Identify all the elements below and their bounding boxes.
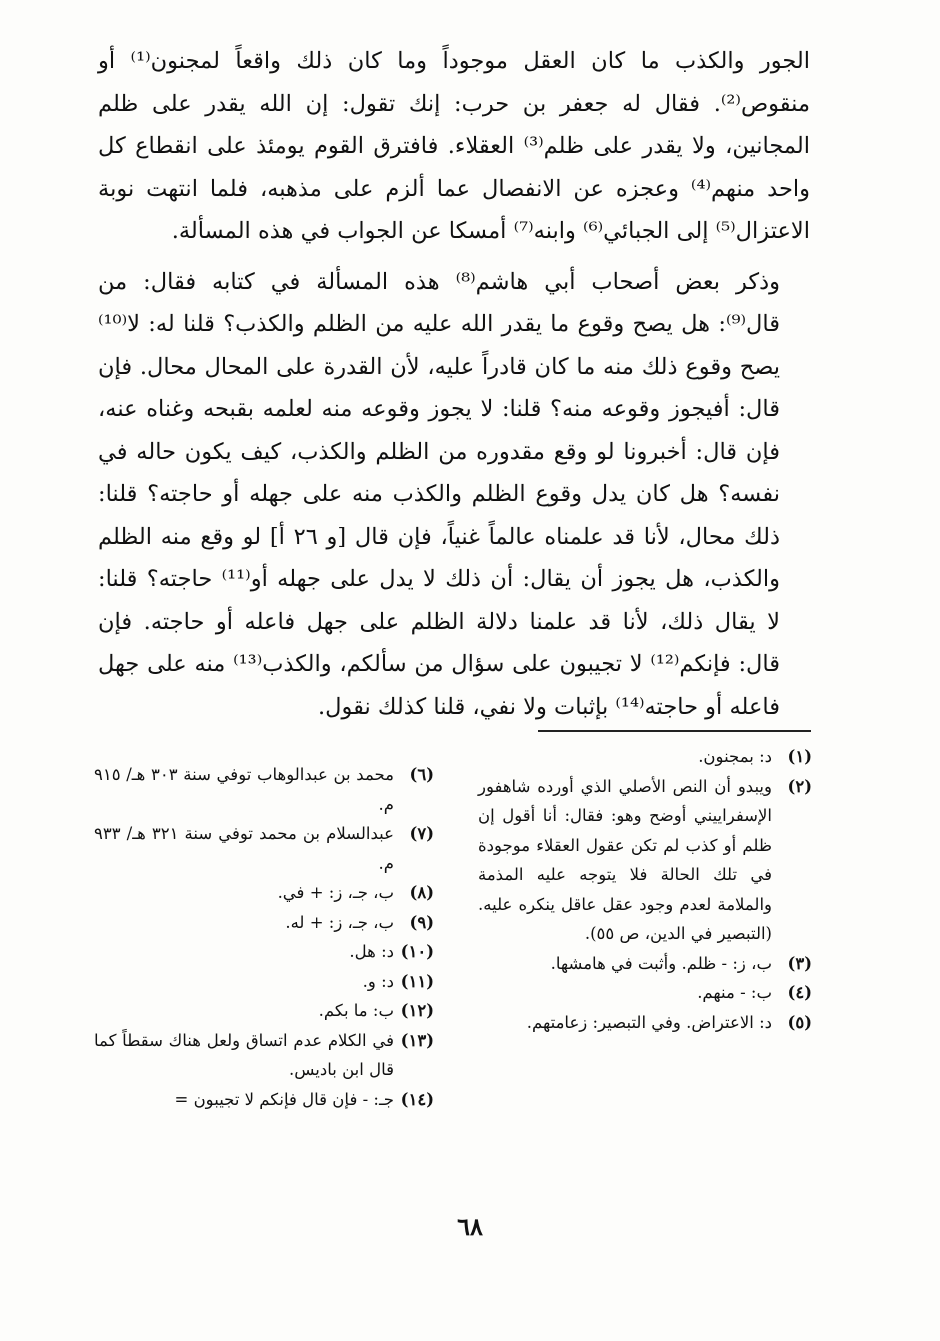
footnote-text: د: الاعتراض. وفي التبصير: زعامتهم. <box>526 1012 772 1032</box>
footnote-text: ب: - منهم. <box>697 983 772 1002</box>
text-line: والكذب، هل يجوز أن يقال: أن ذلك لا يدل على جهله أو⁽¹¹⁾ حاجته؟ قلنا: <box>98 566 780 592</box>
footnote-number: (١) <box>787 747 812 766</box>
paragraph-1 <box>98 40 810 253</box>
footnote-number: (١٣) <box>400 1030 434 1050</box>
text-line: منقوص⁽²⁾. فقال له جعفر بن حرب: إنك تقول: إن الله يقدر على ظلم <box>98 90 810 117</box>
footnote-number: (٤) <box>787 983 812 1002</box>
text-line: ذلك محال، لأنا قد علمناه عالماً غنياً، فإن قال [و ٢٦ أ] لو وقع منه الظلم <box>98 523 780 550</box>
footnote-text: في الكلام عدم اتساق ولعل هناك سقطاً كما قال ابن باديس. <box>94 1030 394 1079</box>
footnote-text: ب، جـ، ز: + له. <box>285 912 394 932</box>
footnote-divider <box>538 730 811 732</box>
footnote-text: عبدالسلام بن محمد توفي سنة ٣٢١ هـ/ ٩٣٣ م. <box>94 824 394 873</box>
footnote <box>94 996 434 1026</box>
text-line: لا يقال ذلك، لأنا قد علمنا دلالة الظلم على جهل فاعله أو حاجته. فإن <box>98 608 780 635</box>
footnote-text: د: و. <box>362 971 394 991</box>
text-line: قال: فإنكم⁽¹²⁾ لا تجيبون على سؤال من سألكم، والكذب⁽¹³⁾ منه على جهل <box>98 651 780 677</box>
text-line: فإن قال: أخبرونا لو وقع مقدوره من الظلم والكذب، كيف يكون حاله في <box>98 438 780 465</box>
text-line: المجانين، ولا يقدر على ظلم⁽³⁾ العقلاء. فافترق القوم يومئذ على انقطاع كل <box>98 133 811 159</box>
footnote-text: جـ: - فإن قال فإنكم لا تجيبون = <box>174 1089 394 1109</box>
footnote <box>94 908 434 938</box>
footnote <box>478 742 812 772</box>
footnote-number: (١١) <box>400 971 434 991</box>
footnote <box>478 978 812 1008</box>
text-line: قال⁽⁹⁾: هل يصح وقوع ما يقدر الله عليه من الظلم والكذب؟ قلنا له: لا⁽¹⁰⁾ <box>98 311 780 337</box>
footnote <box>94 967 434 997</box>
footnote <box>94 1085 434 1115</box>
text-line: الجور والكذب ما كان العقل موجوداً وما كان ذلك واقعاً لمجنون⁽¹⁾ أو <box>98 48 811 74</box>
text-line: نفسه؟ هل كان يدل وقوع الظلم والكذب منه على جهله أو حاجته؟ قلنا: <box>98 481 780 507</box>
footnote <box>94 937 434 967</box>
page-number: ٦٨ <box>457 1212 483 1241</box>
footnote-number: (٥) <box>787 1012 812 1032</box>
footnote-text: ويبدو أن النص الأصلي الذي أورده شاهفور الإسفراييني أوضح وهو: فقال: أنا أقول إن ظلم أو كذب لم تكن عقول العقلاء موجودة في تلك الحالة فلا يتوجه عليه المذمة والملامة لعدم وجود عقل عاقل ينكره عليه. (التبصير في الدين، ص ٥٥). <box>478 776 772 943</box>
footnote-text: محمد بن عبدالوهاب توفي سنة ٣٠٣ هـ/ ٩١٥ م. <box>94 765 394 814</box>
text-line: قال: أفيجوز وقوعه منه؟ قلنا: لا يجوز وقوعه منه لعلمه بقبحه وغناه عنه، <box>98 396 780 422</box>
footnote <box>94 760 434 819</box>
footnote <box>94 819 434 878</box>
footnote-number: (١٢) <box>400 1001 434 1020</box>
footnote <box>478 1008 812 1038</box>
footnote-number: (٩) <box>409 912 434 932</box>
footnote-number: (٦) <box>409 765 434 784</box>
text-line: وذكر بعض أصحاب أبي هاشم⁽⁸⁾ هذه المسألة في كتابه فقال: من <box>98 268 780 295</box>
paragraph-2 <box>98 261 810 729</box>
main-text <box>98 40 810 728</box>
footnote-number: (١٤) <box>400 1089 434 1109</box>
footnote-text: د: هل. <box>349 942 394 961</box>
text-line: الاعتزال⁽⁵⁾ إلى الجبائي⁽⁶⁾ وابنه⁽⁷⁾ أمسكا عن الجواب في هذه المسألة. <box>171 218 810 244</box>
footnote-text: د: بمجنون. <box>698 747 772 766</box>
footnote <box>478 772 812 949</box>
footnotes-right-column <box>478 742 812 1037</box>
footnote-number: (٣) <box>787 953 812 973</box>
footnote-number: (٨) <box>409 883 434 902</box>
text-line: يصح وقوع ذلك منه ما كان قادراً عليه، لأن القدرة على المحال محال. فإن <box>98 353 780 380</box>
footnote <box>478 949 812 979</box>
footnote <box>94 1026 434 1085</box>
footnote <box>94 878 434 908</box>
footnote-text: ب: ما بكم. <box>318 1001 394 1020</box>
footnote-number: (٢) <box>787 776 812 796</box>
footnote-text: ب، جـ، ز: + في. <box>277 883 394 902</box>
text-line: واحد منهم⁽⁴⁾ وعجزه عن الانفصال عما ألزم على مذهبه، فلما انتهت نوبة <box>98 175 810 202</box>
footnotes-left-column <box>94 760 434 1114</box>
footnote-number: (١٠) <box>400 942 434 961</box>
footnote-number: (٧) <box>409 824 434 843</box>
text-line: فاعله أو حاجته⁽¹⁴⁾ بإثبات ولا نفي، قلنا كذلك نقول. <box>317 693 780 720</box>
footnote-text: ب، ز: - ظلم. وأثبت في هامشها. <box>550 953 772 973</box>
